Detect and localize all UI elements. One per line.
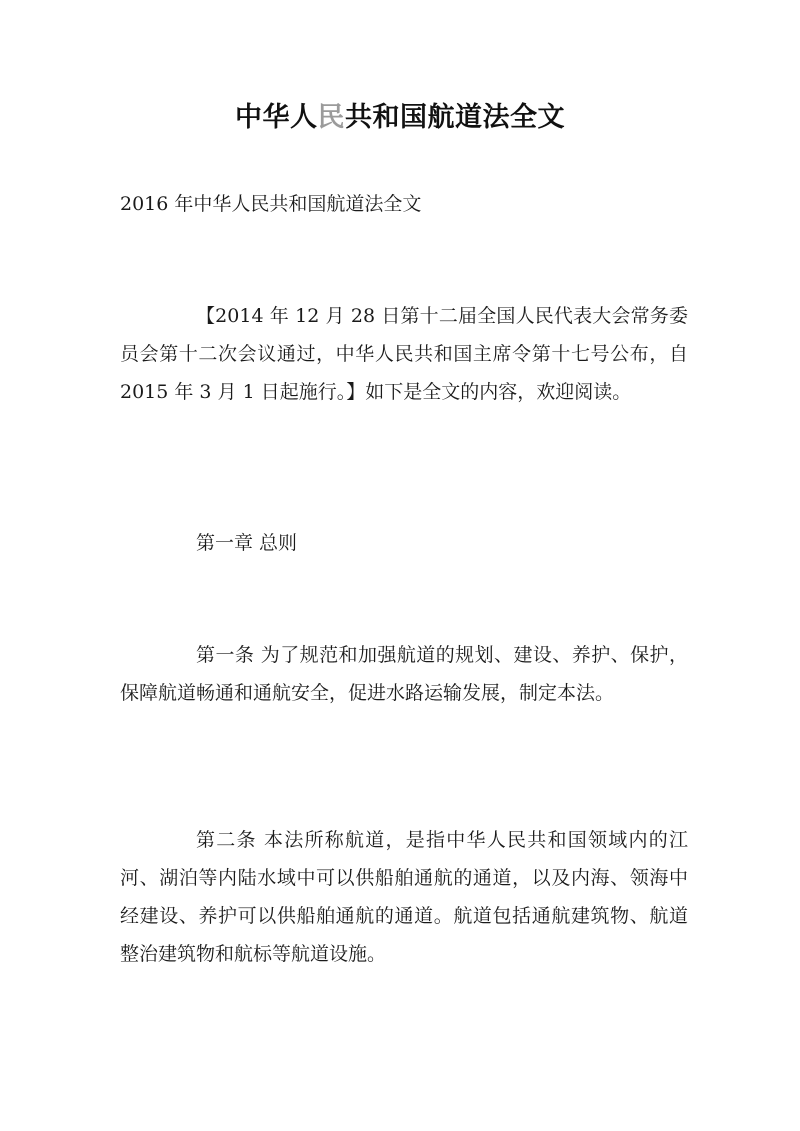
article-1: 第一条 为了规范和加强航道的规划、建设、养护、保护，保障航道畅通和通航安全，促进水路运输发展，制定本法。 [120, 644, 688, 704]
title-part-1: 中华人 [235, 102, 318, 133]
document-subtitle: 2016 年中华人民共和国航道法全文 [120, 193, 422, 215]
chapter-heading: 第一章 总则 [196, 532, 298, 554]
paragraph-preamble: 【2014 年 12 月 28 日第十二届全国人民代表大会常务委员会第十二次会议通过，中华人民共和国主席令第十七号公布，自 2015 年 3 月 1 日起施行。】如下是全文的内容，欢迎阅读。 [120, 305, 688, 403]
article-2: 第二条 本法所称航道，是指中华人民共和国领域内的江河、湖泊等内陆水域中可以供船舶通航的通道，以及内海、领海中经建设、养护可以供船舶通航的通道。航道包括通航建筑物、航道整治建筑物和航标等航道设施。 [120, 829, 688, 965]
page-title [0, 100, 800, 136]
title-part-2: 共和国航道法全文 [345, 102, 565, 133]
title-watermark-character: 民 [317, 102, 345, 133]
